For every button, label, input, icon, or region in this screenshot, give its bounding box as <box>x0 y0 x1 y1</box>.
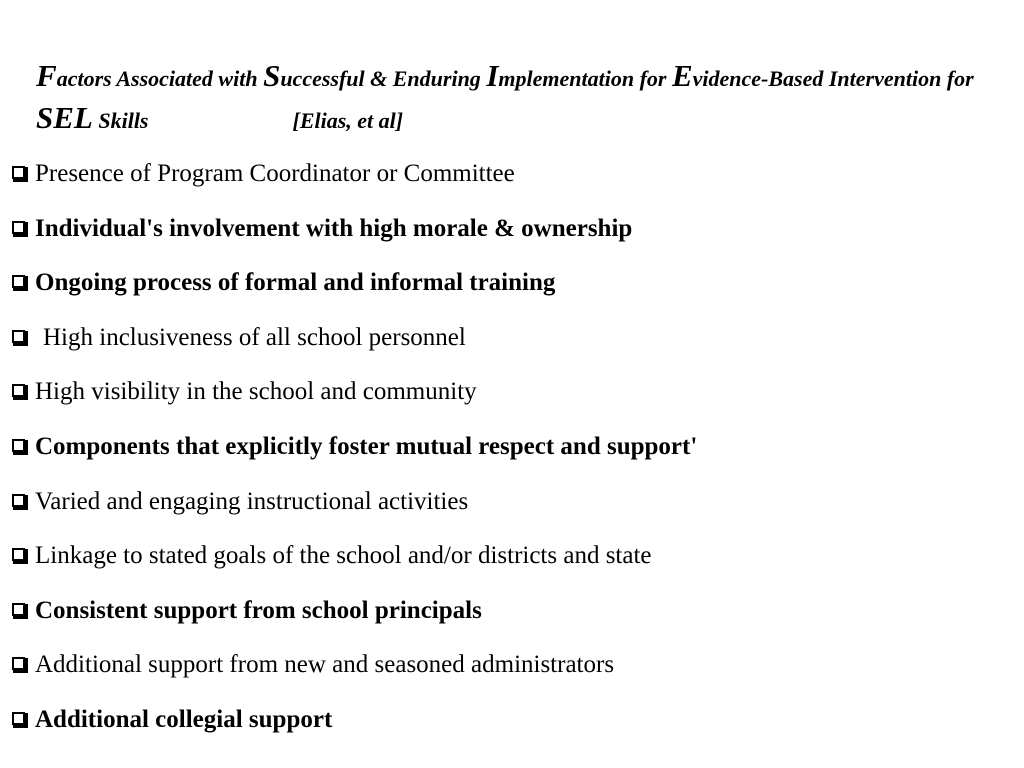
list-item <box>12 485 1012 540</box>
page-title <box>36 56 996 140</box>
list-item-text: Individual's involvement with high morale & ownership <box>35 214 633 242</box>
checkbox-icon <box>12 712 25 725</box>
title-initial-s: S <box>263 58 281 93</box>
checkbox-icon <box>12 384 25 397</box>
list-item-text: Additional support from new and seasoned administrators <box>35 651 615 679</box>
list-item-text: High inclusiveness of all school personnel <box>43 323 466 351</box>
list-item-text: Consistent support from school principals <box>35 596 482 624</box>
title-part: mplementation for <box>498 66 672 91</box>
list-item-text: Presence of Program Coordinator or Committee <box>35 160 515 187</box>
list-item <box>12 321 1012 376</box>
list-item-text: Varied and engaging instructional activities <box>35 487 469 515</box>
list-item <box>12 212 1012 267</box>
title-initial-e: E <box>671 58 693 93</box>
title-part: actors Associated with <box>56 66 264 91</box>
title-citation: [Elias, et al] <box>292 108 404 133</box>
checkbox-icon <box>12 275 25 288</box>
list-item <box>12 594 1012 649</box>
list-item-text: Ongoing process of formal and informal training <box>35 269 556 297</box>
list-item <box>12 430 1012 485</box>
checkbox-icon <box>12 166 25 179</box>
list-item-text: Linkage to stated goals of the school and/or districts and state <box>35 542 652 570</box>
checkbox-icon <box>12 330 25 343</box>
factors-list <box>12 157 1012 758</box>
checkbox-icon <box>12 221 25 234</box>
title-part: vidence-Based Intervention for <box>692 66 974 91</box>
checkbox-icon <box>12 548 25 561</box>
title-initial-f: F <box>36 58 57 93</box>
title-part: Skills <box>92 108 149 133</box>
list-item <box>12 648 1012 703</box>
list-item-text: Components that explicitly foster mutual respect and support' <box>35 432 698 460</box>
title-part: uccessful & Enduring <box>280 66 487 91</box>
list-item <box>12 375 1012 430</box>
checkbox-icon <box>12 657 25 670</box>
list-item <box>12 703 1012 758</box>
checkbox-icon <box>12 494 25 507</box>
list-item <box>12 266 1012 321</box>
checkbox-icon <box>12 603 25 616</box>
list-item-text: Additional collegial support <box>35 705 333 733</box>
title-initial-i: I <box>486 58 499 93</box>
list-item-text: High visibility in the school and community <box>35 378 477 406</box>
list-item <box>12 157 1012 212</box>
checkbox-icon <box>12 439 25 452</box>
list-item <box>12 539 1012 594</box>
title-sel: SEL <box>36 100 93 135</box>
